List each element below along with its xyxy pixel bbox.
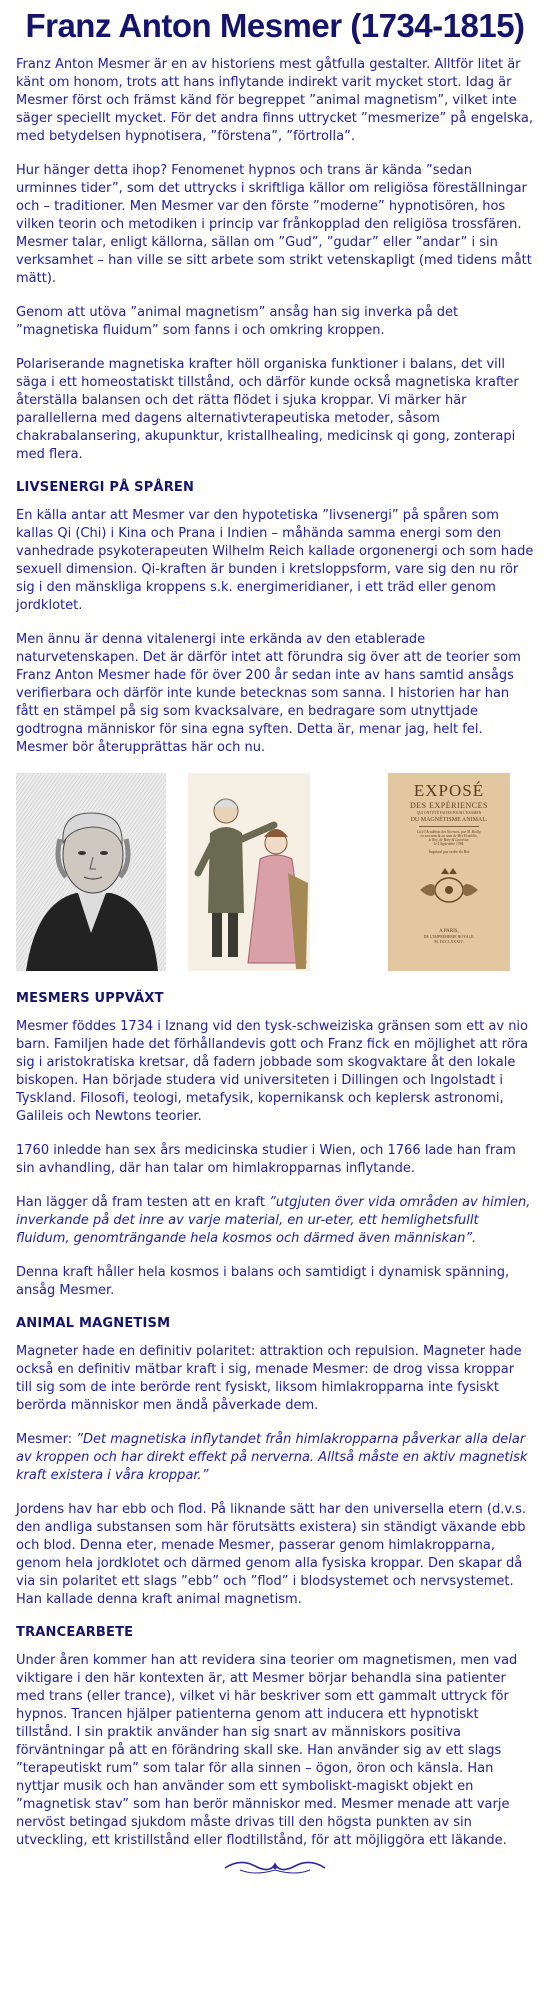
animal-magnetism-paragraph-1: Magneter hade en definitiv polaritet: attraktion och repulsion. Magneter hade också en definitiv mätbar kraft i sig, menade Mesmer: de drog vissa kroppar till sig som de inte berörde rent fysiskt, liksom himlakropparna inte fysiskt berörda människor men ändå påverkade dem. [16,1344,522,1413]
footer-ornament [16,1856,534,1882]
uppvaxt-quote: ”utgjuten över vida områden av himlen, inverkande på det inre av varje material, en ur-eter, ett hemlighetsfullt fluidum, genomträngande hela kosmos och därmed även människan”. [16,1195,531,1246]
expose-place: A PARIS, [439,929,459,934]
animal-magnetism-quote-lead: Mesmer: [16,1432,77,1447]
uppvaxt-quote-lead: Han lägger då fram testen att en kraft [16,1195,270,1210]
uppvaxt-paragraph-2: 1760 inledde han sex års medicinska studier i Wien, och 1766 lade han fram sin avhandling, där han talar om himlakropparnas inflytande. [16,1143,516,1176]
expose-line-8: Imprimé par ordre du Roi [428,849,470,854]
intro-paragraph-3: Genom att utöva ”animal magnetism” ansåg han sig inverka på det ”magnetiska fluidum” som fanns i och omkring kroppen. [16,305,459,338]
trancearbete-paragraph-1: Under åren kommer han att revidera sina teorier om magnetismen, men vad viktigare i den här kontexten är, att Mesmer börjar behandla sina patienter med trans (eller trance), vilket vi här beskriver som ett gammalt uttryck för hypnos. Trancen hjälper patienterna genom att inducera ett hypnotiskt tillstånd. I sin praktik använder han sig snart av människors positiva förväntningar på att en förändring skall ske. Han använder sig av ett slags ”terapeutiskt rum” som talar för alla sinnen – ögon, öron och känsla. Han nyttjar musik och han använder som ett symboliskt-magiskt objekt en ”magnetisk stav” som han berör människor med. Mesmer menade att varje nervöst betingad sjukdom måste drivas till den högsta punkten av sin utveckling, ett kristillstånd eller flodtillstånd, för att möjliggöra ett läkande. [16,1653,518,1848]
animal-magnetism-quote-paragraph [16,1431,534,1485]
section-heading-livsenergi: LIVSENERGI PÅ SPÅREN [16,480,195,495]
expose-line-4: Lû à l'Académie des Sciences, par M. Bailly, [416,830,482,834]
uppvaxt-closing: Denna kraft håller hela kosmos i balans och samtidigt i dynamisk spänning, ansåg Mesmer. [16,1265,510,1298]
intro-paragraph-4: Polariserande magnetiska krafter höll organiska funktioner i balans, det vill säga i ett homeostatiskt tillstånd, och därför kunde också magnetiska krafter återställa balansen och det rätta flödet i sjuka kroppar. Vi märker här parallellerna med dagens alternativterapeutiska metoder, såsom chakrabalansering, akupunktur, kristallhealing, medicinsk qi gong, zonterapi med flera. [16,357,519,462]
swirl-ornament-icon [220,1856,330,1878]
section-heading-animal-magnetism: ANIMAL MAGNETISM [16,1316,171,1331]
intro-paragraph-2: Hur hänger detta ihop? Fenomenet hypnos och trans är kända ”sedan urminnes tider”, som det uttrycks i skriftliga källor om religiösa föreställningar och – traditioner. Men Mesmer var den förste ”moderne” hypnotisören, hos vilken teorin och metodiken i princip var frånkopplad den religiösa trossfären. Mesmer talar, enligt källorna, sällan om ”Gud”, ”gudar” eller ”andar” i sin verksamhet – han ville se sitt arbete som strikt vetenskapligt (med tidens mått mätt). [16,163,532,286]
article-body [0,46,550,1882]
intro-paragraph-1: Franz Anton Mesmer är en av historiens mest gåtfulla gestalter. Alltför litet är känt om honom, trots att hans inflytande indirekt varit mycket stort. Idag är Mesmer först och främst känd för begreppet ”animal magnetism”, vilket inte säger speciellt mycket. För det andra finns uttrycket ”mesmerize” på engelska, med betydelsen hypnotisera, ”förstena”, ”förtrolla”. [16,57,534,144]
page-title: Franz Anton Mesmer (1734-1815) [25,7,525,44]
section-heading-uppvaxt: MESMERS UPPVÄXT [16,991,164,1006]
uppvaxt-quote-paragraph [16,1194,534,1248]
animal-magnetism-quote: ”Det magnetiska inflytandet från himlakropparna påverkar alla delar av kroppen och har direkt effekt på nerverna. Alltså måste en aktiv magnetisk kraft existera i våra kroppar.” [16,1432,528,1483]
mesmerism-scene-image [188,773,310,971]
livsenergi-paragraph-2: Men ännu är denna vitalenergi inte erkända av den etablerade naturvetenskapen. Det är därför intet att förundra sig över att de teorier som Franz Anton Mesmer hade för över 200 år sedan inte av hans samtid ansågs verifierbara och därför inte kunde betecknas som sanna. I historien har han fått en stämpel på sig som kvacksalvare, en bedragare som utnyttjade godtrogna människor för sina egna syften. Detta är, menar jag, helt fel. Mesmer bör återupprättas här och nu. [16,632,521,755]
livsenergi-paragraph-1: En källa antar att Mesmer var den hypotetiska ”livsenergi” på spåren som kallas Qi (Chi) i Kina och Prana i Indien – måhända samma energi som den vanhedrade psykoterapeuten Wilhelm Reich kallade orgonenergi och som hade sexuell dimension. Qi-kraften är bunden i kretsloppsform, vare sig den nu rör sig i den mänskliga kroppens s.k. energimeridianer, i ett träd eller genom jordklotet. [16,508,534,613]
expose-title: EXPOSÉ [413,781,485,800]
expose-year: M. DCCLXXXIV. [434,939,464,944]
section-heading-trancearbete: TRANCEARBETE [16,1625,134,1640]
expose-title-page-image [388,773,510,971]
royal-crest-icon [414,862,484,912]
mesmer-portrait-image [16,773,166,971]
expose-printer: DE L'IMPRIMERIE ROYALE. [423,934,475,939]
expose-line-7: le 4 Septembre 1784. [433,842,465,846]
expose-line-5: en son nom & au nom de Mrs Franklin, [420,834,478,838]
expose-rule [419,826,479,827]
animal-magnetism-paragraph-3: Jordens hav har ebb och flod. På liknande sätt har den universella etern (d.v.s. den andliga substansen som här förutsätts existera) sin ständigt växande ebb och blod. Denna eter, menade Mesmer, passerar genom himlakropparna, genom hela jordklotet och därmed genom alla fysiska kroppar. Den skapar då via sin polaritet ett slags ”ebb” och ”flod” i blodsystemet och nervsystemet. Han kallade denna kraft animal magnetism. [16,1502,527,1607]
uppvaxt-paragraph-1: Mesmer föddes 1734 i Iznang vid den tysk-schweiziska gränsen som ett av nio barn. Familjen hade det förhållandevis gott och Franz fick en möjlighet att röra sig i aristokratiska kretsar, då fadern jobbade som skogvaktare åt den lokale biskopen. Han började studera vid universiteten i Dillingen och Ingolstadt i Tyskland. Filosofi, teologi, metafysik, kopernikansk och keplersk astronomi, Galileis och Newtons teorier. [16,1019,529,1124]
expose-line-3: DU MAGNÉTISME ANIMAL. [410,817,488,823]
expose-line-1: DES EXPÉRIENCES [410,801,488,810]
expose-line-2: QUI ONT ÉTÉ FAITES POUR L'EXAMEN [416,811,482,815]
image-row [16,773,534,973]
expose-line-6: le Roy, de Bory & Lavoisier, [428,838,470,842]
